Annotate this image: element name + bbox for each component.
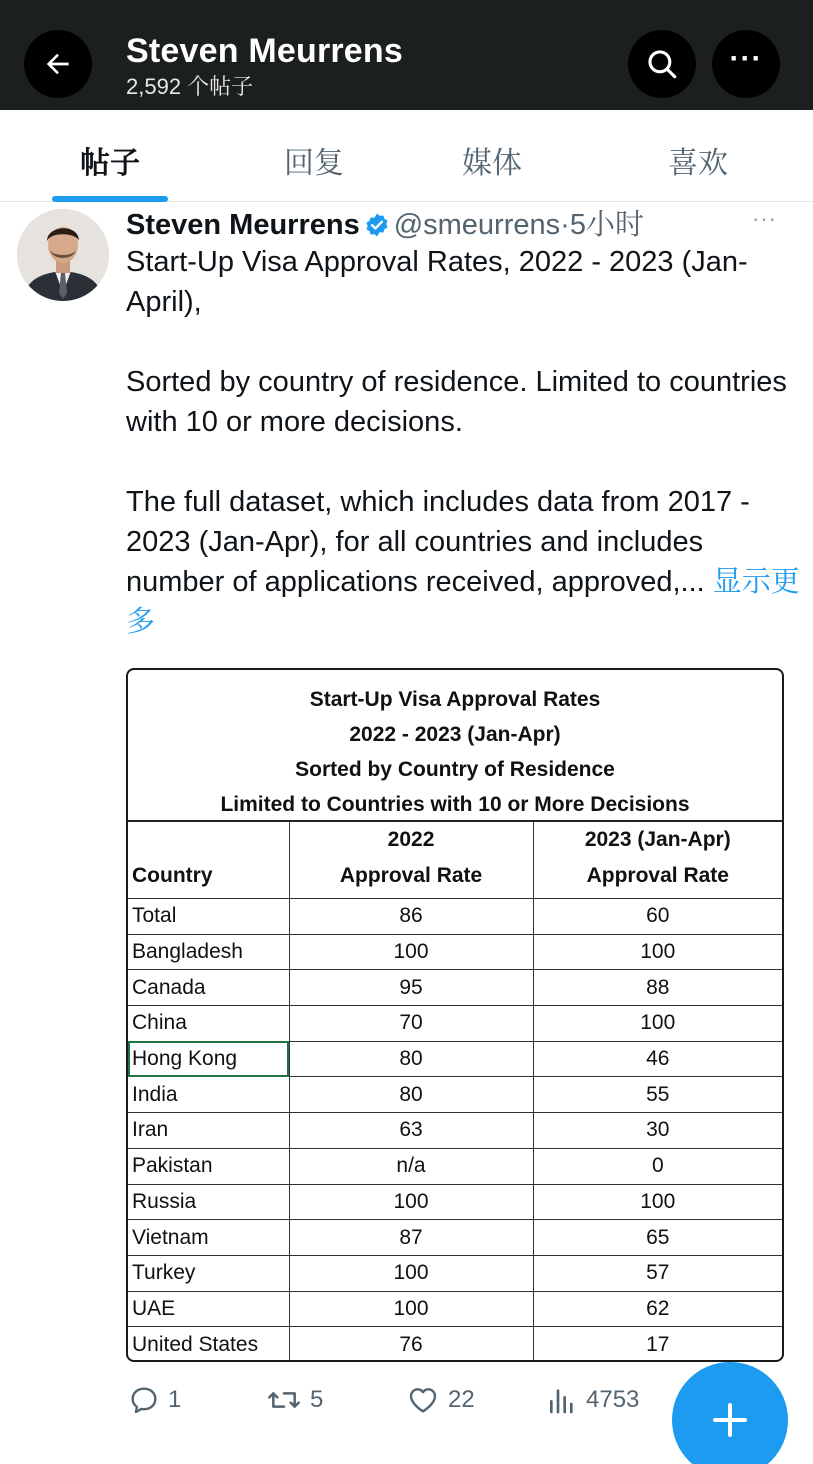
table-title-line: Sorted by Country of Residence (295, 758, 615, 781)
back-button[interactable] (24, 30, 92, 98)
table-title-line: Limited to Countries with 10 or More Decisions (220, 793, 690, 816)
post-text (126, 242, 802, 642)
header-2022: 2022 Approval Rate (289, 822, 533, 899)
post-more-button[interactable]: ··· (752, 206, 777, 231)
views-bar-chart-icon (546, 1384, 578, 1416)
search-icon (645, 47, 679, 81)
table-row: China 70 100 (128, 1006, 782, 1042)
selected-cell: Hong Kong (128, 1041, 289, 1077)
post-paragraph: Sorted by country of residence. Limited to countries with 10 or more decisions. (126, 366, 787, 438)
post-count: 2,592 个帖子 (126, 74, 254, 99)
table-row: Bangladesh 100 100 (128, 934, 782, 970)
time-separator: · (560, 209, 570, 241)
table-row: Turkey 100 57 (128, 1255, 782, 1291)
table-row: United States 76 17 (128, 1327, 782, 1362)
tab-media[interactable]: 媒体 (462, 147, 522, 180)
reply-count: 1 (168, 1386, 182, 1413)
table-row: Pakistan n/a 0 (128, 1148, 782, 1184)
post-paragraph (126, 482, 802, 642)
author-handle[interactable]: @smeurrens (393, 209, 561, 241)
heart-icon (406, 1384, 440, 1416)
repost-button[interactable] (266, 1384, 323, 1416)
search-button[interactable] (628, 30, 696, 98)
avatar[interactable] (17, 209, 109, 301)
table-row: Iran 63 30 (128, 1113, 782, 1149)
post-time[interactable]: 5小时 (569, 209, 644, 241)
tab-likes[interactable]: 喜欢 (668, 147, 728, 180)
plus-icon (710, 1400, 750, 1440)
views-button[interactable] (546, 1384, 639, 1416)
verified-badge-icon (364, 212, 390, 246)
table-title-line: 2022 - 2023 (Jan-Apr) (349, 723, 561, 746)
table-header-row (128, 822, 782, 899)
repost-icon (266, 1384, 302, 1416)
arrow-left-icon (42, 48, 74, 80)
approval-rate-table (128, 822, 782, 1362)
repost-count: 5 (310, 1386, 324, 1413)
table-row: Canada 95 88 (128, 970, 782, 1006)
table-row: India 80 55 (128, 1077, 782, 1113)
table-row: Total 86 60 (128, 899, 782, 935)
view-count: 4753 (586, 1386, 640, 1413)
reply-icon (128, 1384, 160, 1416)
avatar-portrait-icon (17, 209, 109, 301)
post-header (126, 202, 644, 246)
like-button[interactable] (406, 1384, 475, 1416)
post-image-table[interactable] (126, 668, 784, 1362)
table-row: Vietnam 87 65 (128, 1220, 782, 1256)
profile-tabs (0, 110, 813, 202)
table-title (128, 670, 782, 822)
more-options-button[interactable] (712, 30, 780, 98)
header-country: Country (128, 822, 289, 899)
reply-button[interactable] (128, 1384, 181, 1416)
table-title-line: Start-Up Visa Approval Rates (309, 688, 601, 711)
table-row: Russia 100 100 (128, 1184, 782, 1220)
post-paragraph: Start-Up Visa Approval Rates, 2022 - 2023 (Jan-April), (126, 246, 748, 318)
header-2023: 2023 (Jan-Apr) Approval Rate (533, 822, 782, 899)
post-paragraph-text: The full dataset, which includes data from 2017 - 2023 (Jan-Apr), for all countries and includes number of applications received, approved,... (126, 486, 750, 598)
more-horizontal-icon: ··· (729, 42, 763, 75)
show-more-link[interactable]: 显示更多 (126, 566, 800, 638)
profile-name: Steven Meurrens (126, 32, 403, 70)
tab-replies[interactable]: 回复 (284, 147, 344, 180)
tab-posts[interactable]: 帖子 (80, 147, 140, 180)
table-row: UAE 100 62 (128, 1291, 782, 1327)
like-count: 22 (448, 1386, 475, 1413)
profile-header (0, 0, 813, 110)
table-row: Hong Kong 80 46 (128, 1041, 782, 1077)
author-name[interactable]: Steven Meurrens (126, 209, 360, 241)
